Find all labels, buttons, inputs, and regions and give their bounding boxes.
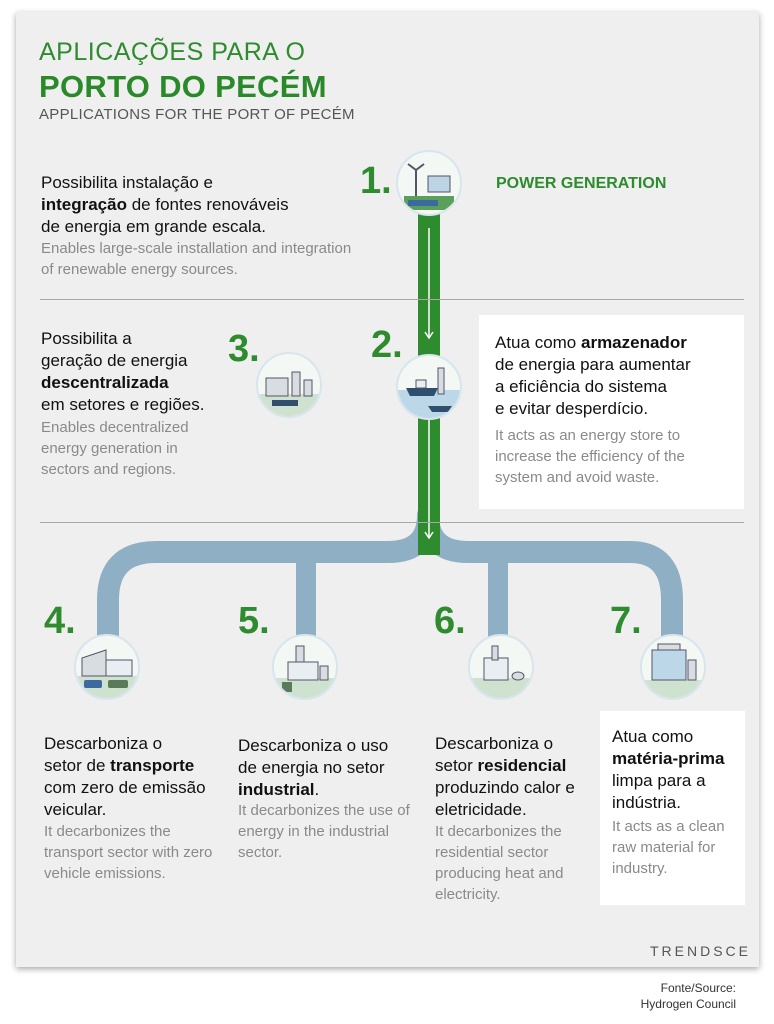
step-3-text-en: Enables decentralized energy generation in sectors and regions. [41,419,189,478]
distribution-pipe [108,515,672,640]
step-7-text-pt: Atua como matéria-prima limpa para a indústria. [612,727,725,812]
section-divider-2 [40,522,744,523]
wind-solar-icon [396,150,462,216]
step-5-number: 5. [238,600,270,642]
step-1-number: 1. [360,160,392,202]
step-3-text-pt: Possibilita a geração de energia descentralizada em setores e regiões. [41,329,205,414]
step-6-number: 6. [434,600,466,642]
source-note: Fonte/Source: Hydrogen Council [640,981,736,1011]
step-4-number: 4. [44,600,76,642]
step-4-text-en: It decarbonizes the transport sector with zero vehicle emissions. [44,823,213,882]
step-5-text-pt: Descarboniza o uso de energia no setor industrial. [238,736,389,799]
transport-icon [74,634,140,700]
raw-material-icon [640,634,706,700]
step-6-text-en: It decarbonizes the residential sector producing heat and electricity. [435,823,564,903]
step-1-text-pt: Possibilita instalação e integração de fontes renováveis de energia em grande escala. [41,173,289,236]
step-5-text-en: It decarbonizes the use of energy in the industrial sector. [238,802,410,861]
step-2-text-pt: Atua como armazenador de energia para aumentar a eficiência do sistema e evitar desperdício. [495,333,691,418]
title-line-1: APLICAÇÕES PARA O [39,38,306,66]
step-4-text-pt: Descarboniza o setor de transporte com zero de emissão veicular. [44,734,206,819]
step-6-text-pt: Descarboniza o setor residencial produzindo calor e eletricidade. [435,734,575,819]
step-3-number: 3. [228,328,260,370]
step-2-text-en: It acts as an energy store to increase the efficiency of the system and avoid waste. [495,427,685,486]
step-7-text-en: It acts as a clean raw material for industry. [612,818,725,877]
step-2-number: 2. [371,324,403,366]
step-1-text-en: Enables large-scale installation and integration of renewable energy sources. [41,240,352,278]
subtitle: APPLICATIONS FOR THE PORT OF PECÉM [39,106,355,123]
title-line-2: PORTO DO PECÉM [39,69,327,104]
residential-icon [468,634,534,700]
industry-icon [272,634,338,700]
ship-storage-icon [396,354,462,420]
section-divider-1 [40,299,744,300]
brand-logo: TRENDSCE [650,943,752,959]
power-generation-label: POWER GENERATION [496,175,667,192]
decentralized-plant-icon [256,352,322,418]
step-7-number: 7. [610,600,642,642]
